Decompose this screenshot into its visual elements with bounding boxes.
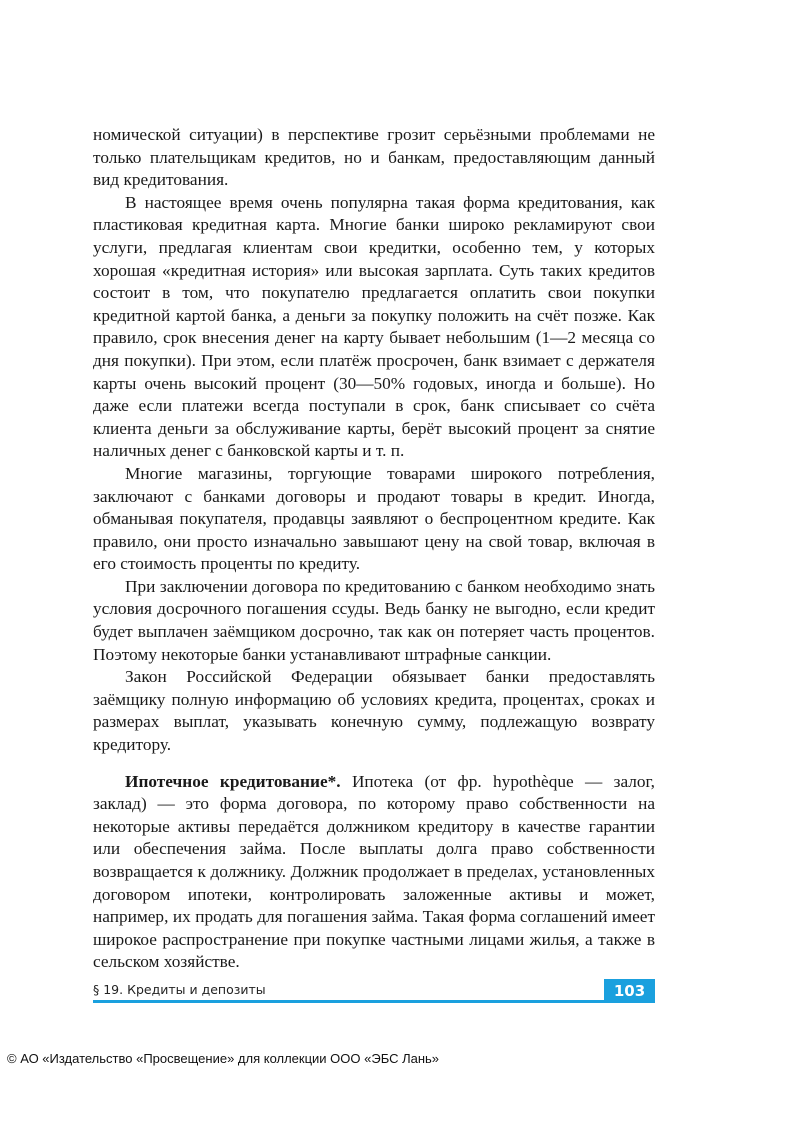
page-footer <box>93 979 655 1004</box>
footer-rule <box>93 1000 655 1003</box>
paragraph-early-repayment: При заключении договора по кредитованию с банком необходимо знать условия досрочного погашения ссуды. Ведь банку не выгодно, если кредит будет выплачен заёмщиком досрочно, так как он потеряет часть процентов. Поэтому некоторые банки устанавливают штрафные санкции. <box>93 576 655 664</box>
copyright-notice: © АО «Издательство «Просвещение» для коллекции ООО «ЭБС Лань» <box>7 1051 440 1066</box>
paragraph-mortgage <box>93 771 655 974</box>
body-text <box>93 124 655 974</box>
mortgage-term: Ипотечное кредитование*. <box>125 771 341 791</box>
paragraph-credit-card: В настоящее время очень популярна такая форма кредитования, как пластиковая кредитная карта. Многие банки широко рекламируют свои услуги, предлагая клиентам свои кредитки, особенно тем, у которых хорошая «кредитная история» или высокая зарплата. Суть таких кредитов состоит в том, что покупателю предлагается оплатить свои покупки кредитной картой банка, а деньги за покупку положить на счёт позже. Как правило, срок внесения денег на карту бывает небольшим (1—2 месяца со дня покупки). При этом, если платёж просрочен, банк взимает с держателя карты очень высокий процент (30—50% годовых, иногда и больше). Но даже если платежи всегда поступали в срок, банк списывает со счёта клиента деньги за обслуживание карты, берёт высокий процент за снятие наличных денег с банковской карты и т. п. <box>93 192 655 461</box>
mortgage-text: Ипотека (от фр. hypothèque — залог, заклад) — это форма договора, по которому право собственности на некоторые активы передаётся должником кредитору в качестве гарантии или обеспечения займа. После выплаты долга право собственности возвращается к должнику. Должник продолжает в пределах, установленных договором ипотеки, контролировать заложенные активы и может, например, их продать для погашения займа. Такая форма соглашений имеет широкое распространение при покупке частными лицами жилья, а также в сельском хозяйстве. <box>93 771 656 972</box>
paragraph-law: Закон Российской Федерации обязывает банки предоставлять заёмщику полную информацию об условиях кредита, процентах, сроках и размерах выплат, указывать конечную сумму, подлежащую возврату кредитору. <box>93 667 655 755</box>
paragraph-1: номической ситуации) в перспективе грозит серьёзными проблемами не только плательщикам кредитов, но и банкам, предоставляющим данный вид кредитования. <box>93 125 655 190</box>
page-number: 103 <box>604 979 655 1003</box>
paragraph-shops: Многие магазины, торгующие товарами широкого потребления, заключают с банками договоры и продают товары в кредит. Иногда, обманывая покупателя, продавцы заявляют о беспроцентном кредите. Как правило, они просто изначально завышают цену на свой товар, включая в его стоимость проценты по кредиту. <box>93 463 655 574</box>
section-label: § 19. Кредиты и депозиты <box>93 982 266 997</box>
